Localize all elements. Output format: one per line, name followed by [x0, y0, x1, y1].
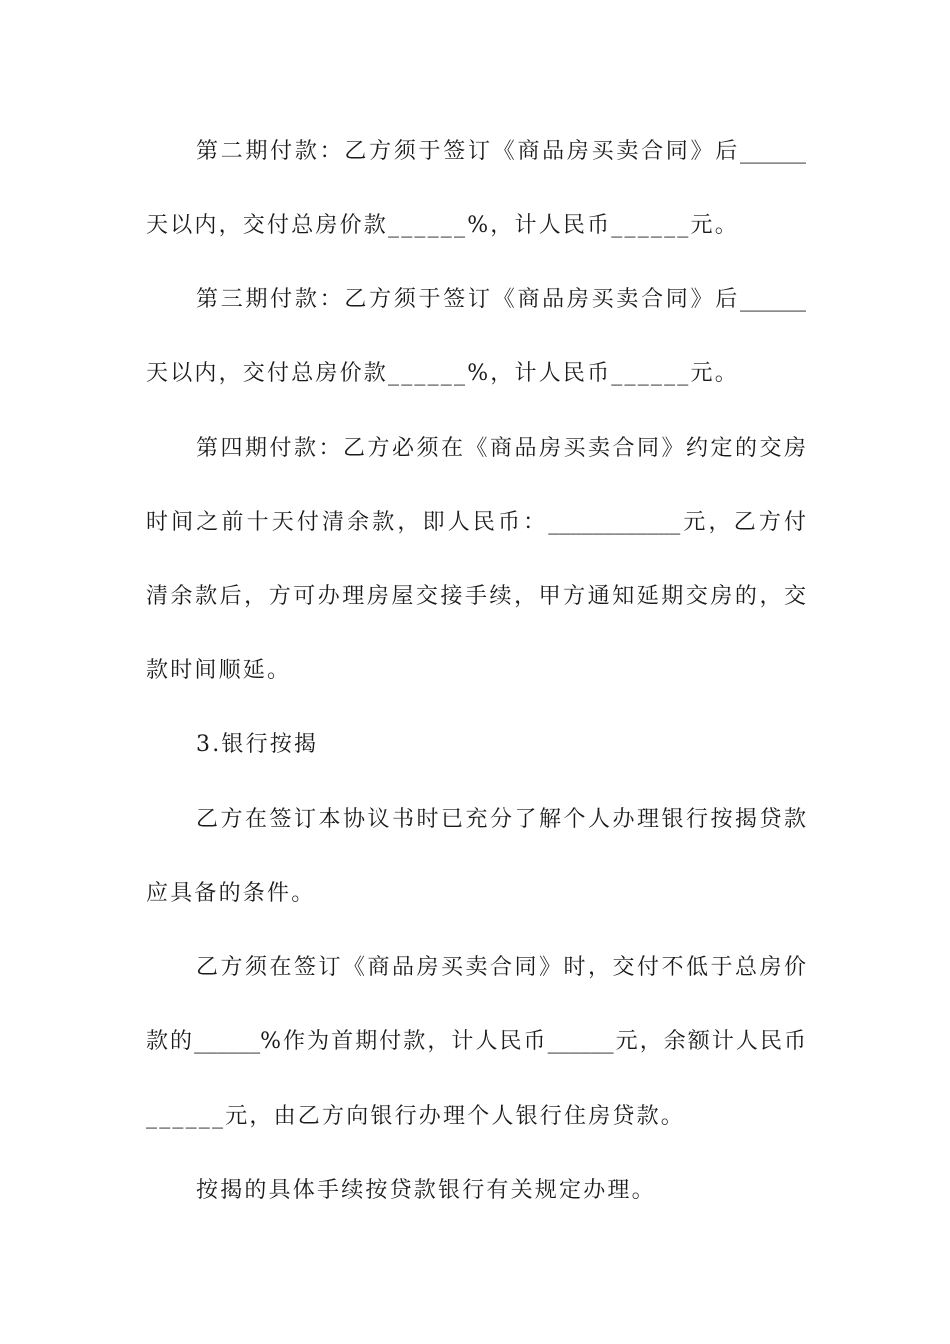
text-line-down-payment-cont-1: 款的______%作为首期付款，计人民币______元，余额计人民币: [146, 1029, 806, 1054]
text-line-second-payment: 第二期付款：乙方须于签订《商品房买卖合同》后______: [196, 139, 806, 164]
text-line-second-payment-cont: 天以内，交付总房价款______%，计人民币______元。: [146, 213, 739, 238]
text-line-down-payment-cont-2: ______元，由乙方向银行办理个人银行住房贷款。: [146, 1104, 686, 1129]
text-line-mortgage-conditions: 乙方在签订本协议书时已充分了解个人办理银行按揭贷款: [196, 807, 806, 832]
text-line-mortgage-conditions-cont: 应具备的条件。: [146, 881, 316, 906]
text-line-mortgage-procedure: 按揭的具体手续按贷款银行有关规定办理。: [196, 1178, 656, 1203]
text-line-down-payment: 乙方须在签订《商品房买卖合同》时，交付不低于总房价: [196, 955, 806, 980]
text-line-third-payment-cont: 天以内，交付总房价款______%，计人民币______元。: [146, 361, 739, 386]
text-line-fourth-payment-cont-1: 时间之前十天付清余款，即人民币：____________元，乙方付: [146, 510, 806, 535]
section-heading-bank-mortgage: 3.银行按揭: [196, 732, 319, 757]
text-line-fourth-payment: 第四期付款：乙方必须在《商品房买卖合同》约定的交房: [196, 436, 806, 461]
text-line-fourth-payment-cont-3: 款时间顺延。: [146, 658, 292, 683]
text-line-fourth-payment-cont-2: 清余款后，方可办理房屋交接手续，甲方通知延期交房的，交: [146, 584, 806, 609]
text-line-third-payment: 第三期付款：乙方须于签订《商品房买卖合同》后______: [196, 287, 806, 312]
